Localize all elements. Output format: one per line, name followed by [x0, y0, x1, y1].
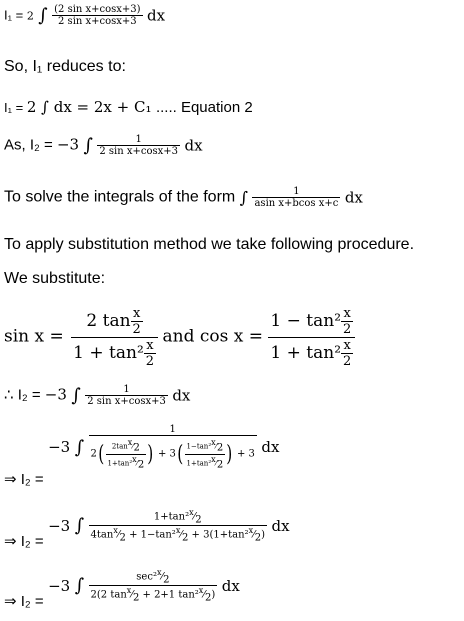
- coefficient: −3: [48, 516, 71, 535]
- integral-sign: ∫: [83, 135, 93, 156]
- denominator: 2 sin x+cosx+3: [87, 396, 166, 407]
- text-substitute: We substitute:: [4, 270, 106, 287]
- equation-i1-integral: [4, 4, 165, 27]
- coefficient: −3: [48, 438, 71, 457]
- denominator: 2( $\frac{2\tan^x⁄_2}{1+\tan^2^x⁄_2}$ ) + 3( $\frac{1-\tan^2^x⁄_2}{1+\tan^2^x⁄_2}$ ) + 3: [89, 435, 257, 470]
- equation-tag: ..... Equation 2: [155, 99, 253, 116]
- denominator: $4\tan^x⁄_2$ + $1-\tan^2^x⁄_2$ + $3(1+\tan^2^x⁄_2)$: [90, 526, 266, 544]
- coefficient: −3: [48, 576, 71, 595]
- sin-fraction: [71, 306, 158, 369]
- lhs-label: As, I₂ =: [4, 136, 57, 154]
- integral-sign: ∫: [74, 575, 85, 597]
- fraction: [89, 568, 218, 604]
- integral-sign: ∫: [71, 385, 81, 406]
- equation-2: [4, 98, 253, 117]
- rhs-block: [48, 508, 289, 544]
- denominator: 2(2 $\tan^x⁄_2 + 2+1$ $\tan^2^x⁄_2$): [90, 586, 216, 604]
- numerator: 1: [135, 134, 142, 145]
- half-angle: $\frac{x}{2}$: [145, 338, 155, 369]
- text-reduces: So, I₁ reduces to:: [4, 58, 126, 75]
- fraction: [252, 186, 340, 209]
- integral-sign: ∫: [38, 5, 48, 26]
- sin-denominator: 1 + tan² $\frac{x}{2}$: [71, 337, 158, 369]
- numerator: 1: [293, 186, 300, 197]
- lhs-label: ⇒ I₂ =: [4, 533, 44, 550]
- text-procedure: To apply substitution method we take following procedure.: [4, 236, 415, 253]
- integral-sign: ∫: [74, 515, 85, 537]
- equation-substituted: [4, 424, 279, 488]
- substitution-formulas: [4, 306, 355, 369]
- text-form: To solve the integrals of the form: [4, 188, 240, 206]
- cos-numerator: 1 − tan² $\frac{x}{2}$: [270, 306, 352, 337]
- dx-label: dx: [172, 386, 191, 405]
- half-angle: $\frac{x}{2}$: [343, 306, 352, 337]
- fraction: [89, 424, 257, 470]
- coefficient: −3: [44, 385, 67, 404]
- lhs-label: ⇒ I₂ =: [4, 593, 44, 610]
- lhs-label: ∴ I₂ =: [4, 386, 45, 404]
- numerator: $1+\tan^2^x⁄_2$: [153, 508, 202, 526]
- dx-label: dx: [184, 136, 203, 155]
- dx-label: dx: [147, 6, 166, 25]
- cos-fraction: [268, 306, 355, 369]
- numerator: 1: [123, 384, 130, 395]
- lhs-label: I₁ =: [4, 7, 27, 23]
- dx-label: dx: [344, 188, 363, 207]
- equation-expanded: [4, 508, 290, 550]
- dx-label: dx: [261, 438, 280, 457]
- dx-label: dx: [271, 516, 290, 535]
- numerator: 1: [169, 424, 176, 435]
- coefficient: −3: [56, 135, 80, 154]
- fraction: [85, 384, 168, 407]
- numerator: (2 sin x+cosx+3): [54, 4, 141, 15]
- rhs-block: [48, 424, 279, 470]
- fraction: [52, 4, 142, 27]
- integral-form-line: [4, 186, 363, 209]
- sin-numerator: 2 tan $\frac{x}{2}$: [86, 306, 141, 337]
- cos-lhs: cos x =: [199, 326, 269, 347]
- half-angle: $\frac{x}{2}$: [132, 306, 141, 337]
- equation-therefore-i2: [4, 384, 190, 407]
- denominator: 2 sin x+cosx+3: [52, 15, 142, 27]
- rhs-block: [48, 568, 240, 604]
- equation-i2-definition: [4, 134, 203, 157]
- equation-secant: [4, 568, 240, 610]
- cos-denominator: 1 + tan² $\frac{x}{2}$: [268, 337, 355, 369]
- and-label: and: [162, 326, 200, 347]
- integral-sign: ∫: [239, 188, 249, 207]
- dx-label: dx: [221, 576, 240, 595]
- denominator: asin x+bcos x+c: [254, 198, 339, 209]
- integral-sign: ∫: [74, 436, 85, 458]
- half-angle: $\frac{x}{2}$: [343, 338, 352, 369]
- lhs-label: I₁ =: [4, 100, 27, 115]
- coefficient: 2: [26, 9, 34, 23]
- numerator: $\sec^2^x⁄_2$: [136, 568, 170, 586]
- denominator: 2 sin x+cosx+3: [99, 146, 179, 157]
- fraction: [97, 134, 180, 157]
- fraction: [89, 508, 268, 544]
- lhs-label: ⇒ I₂ =: [4, 471, 44, 488]
- sin-lhs: sin x =: [4, 326, 70, 347]
- equation-body: 2 ∫ dx = 2x + C₁: [26, 98, 152, 116]
